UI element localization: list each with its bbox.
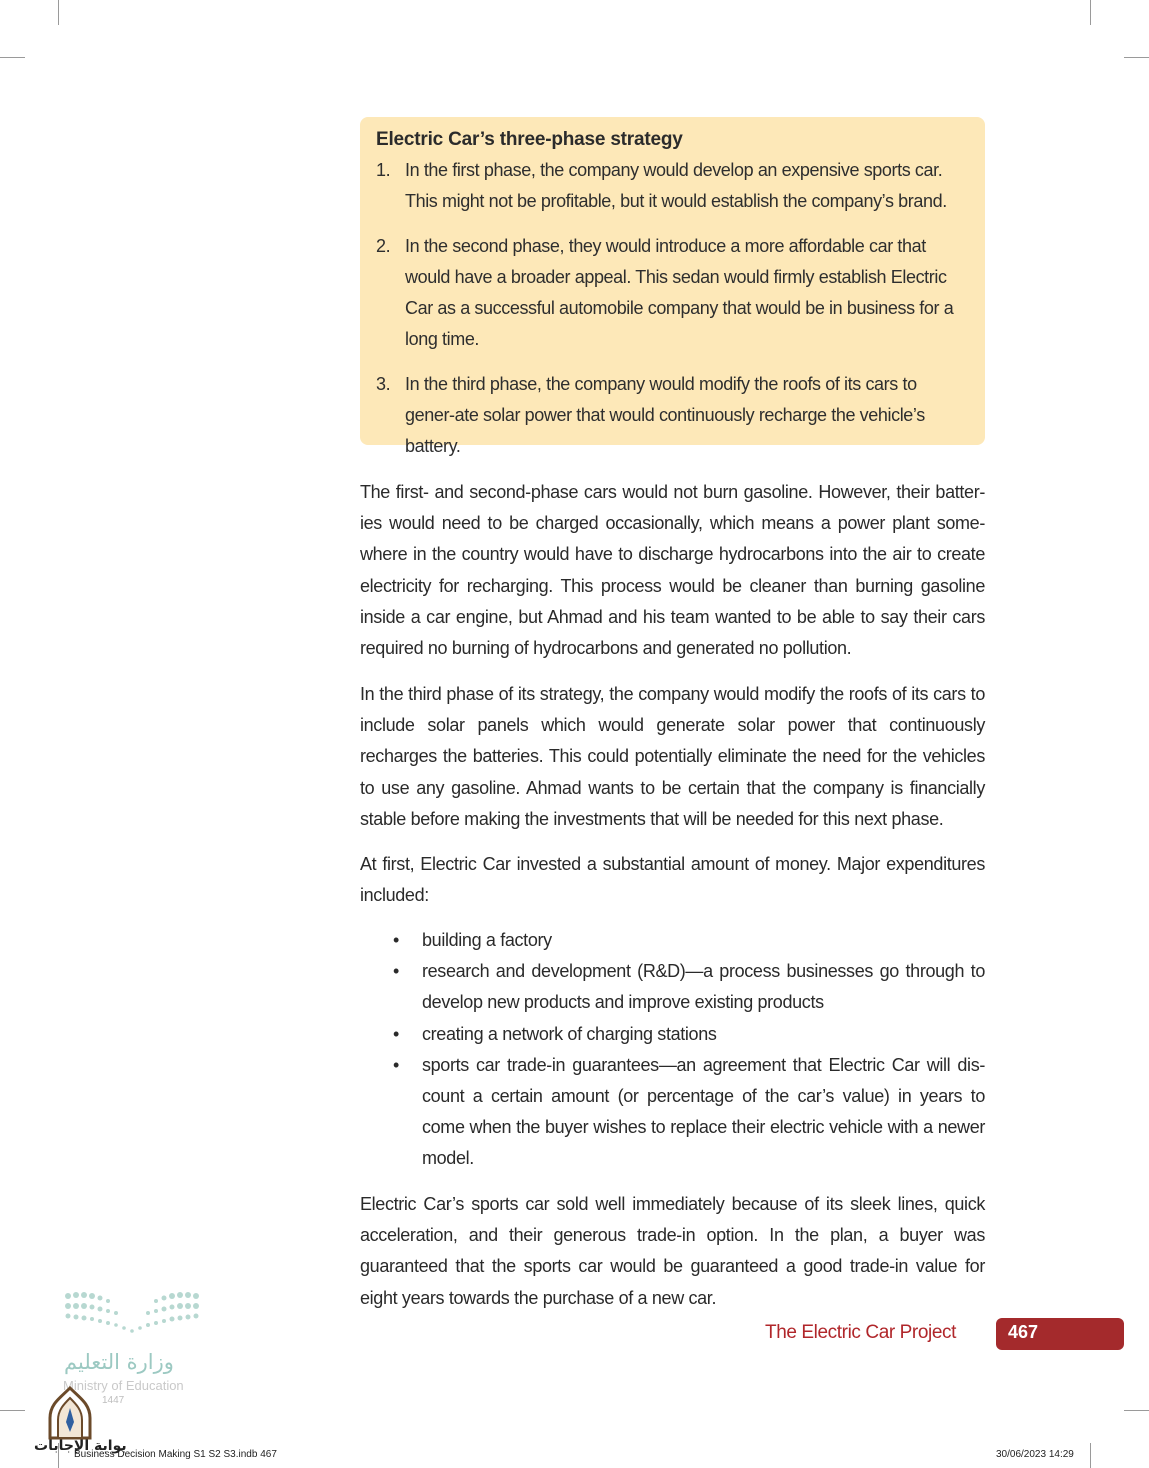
list-item-text: research and development (R&D)—a process businesses go through to develop new products and improve existing products xyxy=(422,961,985,1013)
crop-mark xyxy=(58,0,59,25)
watermark-text: بوابة الإجابات xyxy=(34,1438,127,1454)
bullet-icon: • xyxy=(393,961,399,982)
strategy-item xyxy=(376,231,969,355)
item-number: 2. xyxy=(376,236,391,256)
list-item xyxy=(360,1019,985,1050)
strategy-list xyxy=(376,155,969,462)
item-text: In the first phase, the company would develop an expensive sports car. This might not be profitable, but it would establish the company’s brand. xyxy=(405,160,947,211)
ministry-name-arabic: وزارة التعليم xyxy=(64,1350,174,1374)
item-text: In the third phase, the company would modify the roofs of its cars to gener-ate solar power that would continuously recharge the vehicle’s battery. xyxy=(405,374,925,456)
list-item xyxy=(360,1050,985,1175)
list-item xyxy=(360,925,985,956)
strategy-item xyxy=(376,155,969,217)
crop-mark xyxy=(0,1410,25,1411)
crop-mark xyxy=(0,57,25,58)
paragraph: The first- and second-phase cars would not burn gasoline. However, their batter-ies would need to be charged occasionally, which means a power plant some-where in the country would have to discharge hydrocarbons into the air to create electricity for recharging. This process would be cleaner than burning gasoline inside a car engine, but Ahmad and his team wanted to be able to say their cars required no burning of hydrocarbons and generated no pollution. xyxy=(360,482,985,659)
list-item-text: sports car trade-in guarantees—an agreement that Electric Car will dis-count a certain amount (or percentage of the car’s value) in years to come when the buyer wishes to replace their electric vehicle with a newer model. xyxy=(422,1054,985,1169)
bullet-icon: • xyxy=(393,1023,399,1044)
date-slug: 30/06/2023 14:29 xyxy=(996,1449,1074,1460)
bullet-icon: • xyxy=(393,930,399,950)
ministry-name-english: Ministry of Education xyxy=(63,1378,184,1393)
item-number: 1. xyxy=(376,160,391,180)
page-number: 467 xyxy=(1008,1322,1039,1342)
list-item xyxy=(360,956,985,1018)
ministry-year: 1447 xyxy=(102,1395,125,1406)
strategy-callout xyxy=(360,117,985,456)
expenditure-list xyxy=(360,925,985,1175)
bullet-icon: • xyxy=(393,1054,399,1075)
paragraph: In the third phase of its strategy, the company would modify the roofs of its cars to include solar panels which would generate solar power that continuously recharges the batteries. This could potentially eliminate the need for the vehicles to use any gasoline. Ahmad wants to be certain that the company is financially stable before making the investments that will be needed for this next phase. xyxy=(360,684,985,829)
crop-mark xyxy=(1124,1410,1149,1411)
ministry-logo-dots-icon xyxy=(62,1290,202,1342)
paragraph: At first, Electric Car invested a substantial amount of money. Major expenditures included: xyxy=(360,854,985,906)
item-text: In the second phase, they would introduce a more affordable car that would have a broader appeal. This sedan would firmly establish Electric Car as a successful automobile company that would be in business for a long time. xyxy=(405,236,954,349)
list-item-text: creating a network of charging stations xyxy=(422,1023,717,1044)
chapter-title: The Electric Car Project xyxy=(764,1322,956,1343)
strategy-item xyxy=(376,369,969,462)
paragraph: Electric Car’s sports car sold well immediately because of its sleek lines, quick acceleration, and their generous trade-in option. In the plan, a buyer was guaranteed that the sports car would be guaranteed a good trade-in value for eight years towards the purchase of a new car. xyxy=(360,1194,985,1308)
list-item-text: building a factory xyxy=(422,930,552,950)
mosque-dome-icon xyxy=(46,1386,94,1440)
crop-mark xyxy=(1090,1443,1091,1468)
callout-title: Electric Car’s three-phase strategy xyxy=(376,129,683,150)
file-slug: Business Decision Making S1 S2 S3.indb 467 xyxy=(74,1449,277,1460)
crop-mark xyxy=(1090,0,1091,25)
crop-mark xyxy=(1124,57,1149,58)
item-number: 3. xyxy=(376,374,391,394)
